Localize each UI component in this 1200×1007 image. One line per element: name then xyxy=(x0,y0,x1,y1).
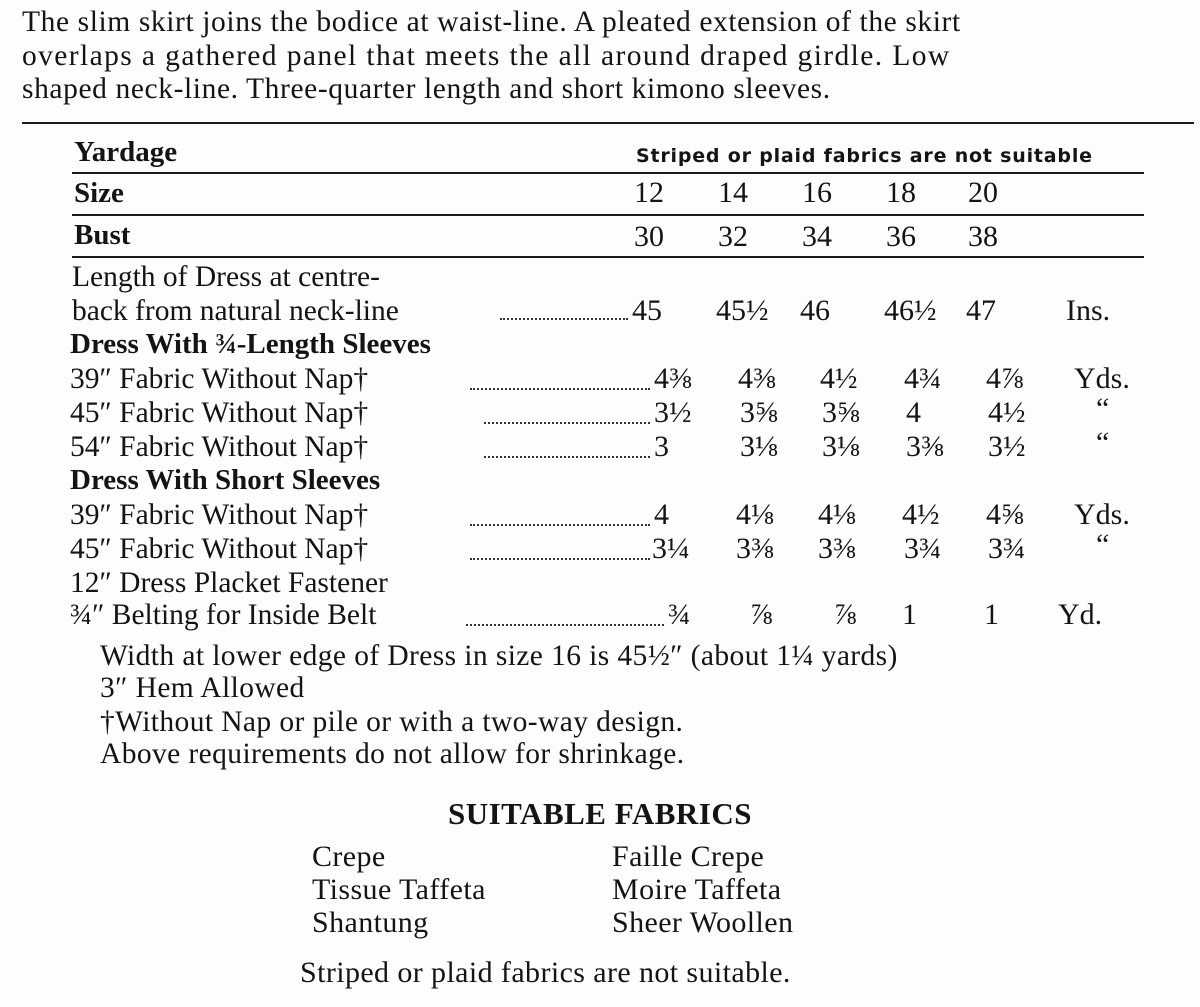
size-value: 14 xyxy=(718,176,748,209)
yardage-heading: Yardage xyxy=(74,136,178,168)
size-value: 16 xyxy=(802,176,832,209)
bust-value: 34 xyxy=(802,220,832,253)
yardage-value: 4½ xyxy=(902,498,940,531)
fabric-item: Moire Taffeta xyxy=(612,873,782,906)
bust-value: 38 xyxy=(968,220,998,253)
section-short-sleeves: Dress With Short Sleeves xyxy=(70,464,381,496)
unsuitable-note: Striped or plaid fabrics are not suitable xyxy=(636,145,1093,167)
leader-dots xyxy=(500,318,628,320)
belting-row-label: ¾″ Belting for Inside Belt xyxy=(70,599,377,631)
ditto-mark: “ xyxy=(1096,392,1110,425)
placket-row-label: 12″ Dress Placket Fastener xyxy=(70,567,388,599)
yardage-value: 3 xyxy=(654,430,669,463)
fabric-item: Sheer Woollen xyxy=(612,906,794,939)
closing-note: Striped or plaid fabrics are not suitable. xyxy=(300,956,791,989)
leader-dots xyxy=(470,388,650,390)
header-rule-2 xyxy=(72,214,1144,216)
yardage-value: 4 xyxy=(654,498,669,531)
length-unit: Ins. xyxy=(1066,294,1111,327)
yardage-value: 3½ xyxy=(654,396,692,429)
fabric-item: Crepe xyxy=(312,840,386,873)
leader-dots xyxy=(466,624,664,626)
yardage-value: 4½ xyxy=(820,362,858,395)
top-divider xyxy=(22,122,1194,124)
size-value: 20 xyxy=(968,176,998,209)
yardage-value: 4 xyxy=(906,396,921,429)
leader-dots xyxy=(470,558,650,560)
yardage-value: 4⅞ xyxy=(986,362,1024,395)
bust-label: Bust xyxy=(74,219,131,251)
yardage-value: 3¾ xyxy=(988,532,1026,565)
belting-value: ¾ xyxy=(668,598,691,631)
leader-dots xyxy=(470,524,650,526)
footnote-nap: †Without Nap or pile or with a two-way design. xyxy=(100,706,684,738)
yardage-value: 4⅝ xyxy=(986,498,1024,531)
yardage-value: 4½ xyxy=(988,396,1026,429)
yardage-value: 3⅛ xyxy=(740,430,778,463)
yardage-value: 4⅜ xyxy=(738,362,776,395)
yardage-value: 4¾ xyxy=(904,362,942,395)
length-label-line-2: back from natural neck-line xyxy=(72,295,399,327)
intro-line-1: The slim skirt joins the bodice at waist-line. A pleated extension of the skirt xyxy=(22,6,961,38)
yardage-value: 3⅝ xyxy=(822,396,860,429)
bust-value: 30 xyxy=(634,220,664,253)
bust-value: 36 xyxy=(886,220,916,253)
yardage-value: 3½ xyxy=(988,430,1026,463)
bust-value: 32 xyxy=(718,220,748,253)
yardage-value: 3¾ xyxy=(904,532,942,565)
size-value: 12 xyxy=(634,176,664,209)
belting-unit: Yd. xyxy=(1058,598,1103,631)
yardage-value: 3⅜ xyxy=(906,430,944,463)
ditto-mark: “ xyxy=(1096,426,1110,459)
fabric-item: Faille Crepe xyxy=(612,840,765,873)
fabric-item: Shantung xyxy=(312,906,429,939)
section-three-quarter-sleeves: Dress With ¾-Length Sleeves xyxy=(70,328,431,360)
ditto-mark: “ xyxy=(1096,528,1110,561)
belting-value: 1 xyxy=(984,598,999,631)
yardage-unit: Yds. xyxy=(1074,498,1130,531)
length-value: 45½ xyxy=(716,294,769,327)
length-label-line-1: Length of Dress at centre- xyxy=(72,261,380,293)
yardage-value: 4⅛ xyxy=(818,498,856,531)
yardage-value: 3⅜ xyxy=(736,532,774,565)
length-value: 46 xyxy=(800,294,830,327)
length-value: 45 xyxy=(632,294,662,327)
header-rule-3 xyxy=(72,256,1144,258)
intro-line-3: shaped neck-line. Three-quarter length and short kimono sleeves. xyxy=(22,73,831,105)
leader-dots xyxy=(484,422,650,424)
belting-value: ⅞ xyxy=(834,598,857,631)
footnote-shrinkage: Above requirements do not allow for shrinkage. xyxy=(100,738,685,770)
yardage-value: 4⅜ xyxy=(654,362,692,395)
yardage-value: 3⅝ xyxy=(740,396,778,429)
fabric-row-label: 39″ Fabric Without Nap† xyxy=(70,499,369,531)
yardage-value: 4⅛ xyxy=(736,498,774,531)
length-value: 47 xyxy=(966,294,996,327)
suitable-fabrics-title: SUITABLE FABRICS xyxy=(447,796,752,831)
fabric-row-label: 54″ Fabric Without Nap† xyxy=(70,431,369,463)
fabric-item: Tissue Taffeta xyxy=(312,873,486,906)
belting-value: ⅞ xyxy=(750,598,773,631)
footnote-width: Width at lower edge of Dress in size 16 is 45½″ (about 1¼ yards) xyxy=(100,640,898,672)
yardage-value: 3⅛ xyxy=(822,430,860,463)
size-label: Size xyxy=(74,177,124,209)
header-rule-1 xyxy=(72,172,1144,174)
intro-line-2: overlaps a gathered panel that meets the all around draped girdle. Low xyxy=(22,40,951,72)
yardage-value: 3¼ xyxy=(652,532,690,565)
leader-dots xyxy=(484,456,650,458)
yardage-unit: Yds. xyxy=(1074,362,1130,395)
size-value: 18 xyxy=(886,176,916,209)
fabric-row-label: 45″ Fabric Without Nap† xyxy=(70,533,369,565)
fabric-row-label: 39″ Fabric Without Nap† xyxy=(70,363,369,395)
fabric-row-label: 45″ Fabric Without Nap† xyxy=(70,397,369,429)
footnote-hem: 3″ Hem Allowed xyxy=(100,672,305,704)
yardage-value: 3⅜ xyxy=(818,532,856,565)
belting-value: 1 xyxy=(902,598,917,631)
length-value: 46½ xyxy=(884,294,937,327)
